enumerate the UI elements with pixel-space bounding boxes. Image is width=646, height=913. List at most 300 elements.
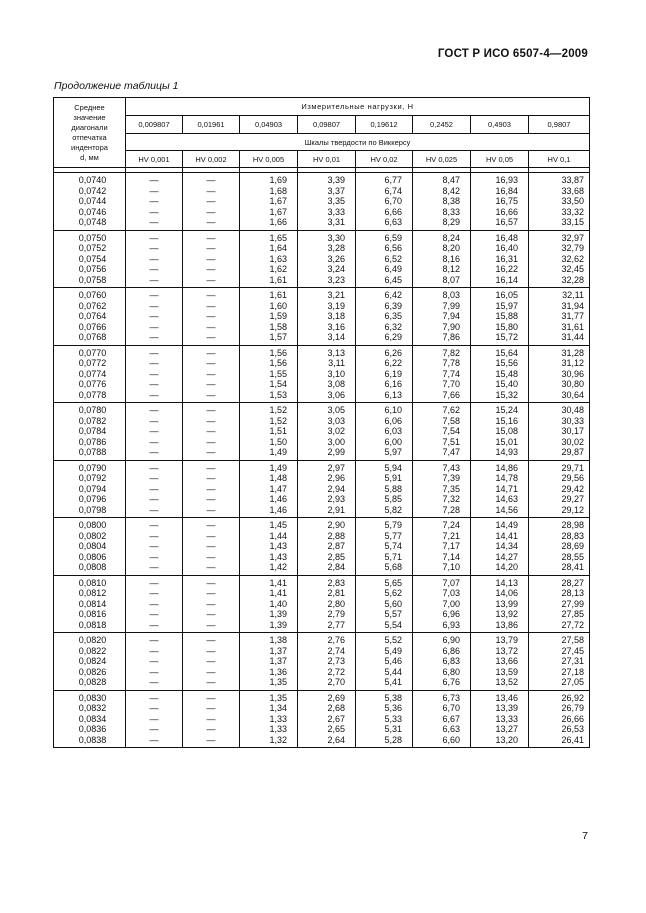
cell-value: 6,00 [384,436,402,447]
cell-value: 2,84 [327,562,345,572]
cell-value: 5,44 [384,666,402,677]
cell-value: 5,77 [384,530,402,541]
cell-value: 2,80 [327,598,345,609]
hardness-cell [356,575,413,633]
cell-value: — [149,405,159,415]
cell-value: — [206,206,216,217]
cell-value: 5,91 [384,473,402,483]
cell-value: — [149,332,159,342]
loads-title: Измерительные нагрузки, Н [126,98,590,116]
scales-title: Шкалы твердости по Виккерсу [126,134,590,151]
cell-value: — [206,405,216,415]
cell-value: 2,94 [327,483,345,494]
cell-value: 26,41 [561,734,584,745]
cell-value: — [206,232,216,243]
cell-value: — [206,577,216,588]
cell-value: 2,93 [327,494,345,504]
cell-value: — [149,619,159,630]
cell-value: — [149,196,159,206]
cell-value: 0,0768 [78,332,107,342]
cell-value: 0,0772 [78,358,107,368]
cell-value: 7,86 [442,332,460,342]
hardness-cell [298,345,356,403]
cell-value: 15,32 [495,389,518,400]
cell-value: 0,0770 [78,347,107,358]
cell-value: — [206,483,216,494]
hardness-cell [298,575,356,633]
cell-value: 2,97 [327,462,345,473]
cell-value: 14,13 [495,577,518,588]
cell-value: 5,60 [384,598,402,609]
cell-value: 15,16 [495,415,518,426]
cell-value: 0,0790 [78,462,107,473]
diagonal-cell [54,690,126,748]
cell-value: 1,66 [269,217,287,227]
cell-value: 31,61 [561,321,584,332]
cell-value: 1,65 [269,232,287,243]
cell-value: 2,68 [327,703,345,713]
cell-value: 6,45 [384,274,402,285]
cell-value: 6,93 [442,619,460,630]
cell-value: — [149,311,159,321]
cell-value: 15,97 [495,300,518,311]
cell-value: — [149,389,159,400]
cell-value: 16,48 [495,232,518,243]
cell-value: — [206,551,216,562]
hardness-cell [126,633,183,691]
hardness-cell [298,518,356,576]
cell-value: 5,41 [384,677,402,687]
cell-value: 32,45 [561,264,584,274]
cell-value: 15,01 [495,436,518,447]
hardness-cell [183,288,240,346]
hardness-cell [356,288,413,346]
cell-value: 28,27 [561,577,584,588]
cell-value: 5,49 [384,645,402,656]
cell-value: — [149,447,159,457]
cell-value: 1,53 [269,389,287,400]
cell-value: 30,33 [561,415,584,426]
cell-value: — [206,724,216,734]
cell-value: 13,66 [495,656,518,666]
hardness-cell [471,690,529,748]
hardness-cell [471,575,529,633]
hardness-cell [471,633,529,691]
cell-value: 28,98 [561,520,584,530]
hardness-cell [298,288,356,346]
cell-value: 3,13 [327,347,345,358]
cell-value: 30,48 [561,405,584,415]
cell-value: 15,40 [495,379,518,389]
cell-value: 1,68 [269,185,287,196]
cell-value: — [149,175,159,185]
hardness-cell [240,345,298,403]
cell-value: 0,0826 [78,666,107,677]
cell-value: 14,56 [495,504,518,515]
cell-value: — [206,300,216,311]
diagonal-cell [54,173,126,231]
cell-value: — [206,436,216,447]
cell-value: 0,0742 [78,185,107,196]
cell-value: 16,40 [495,243,518,253]
cell-value: 0,0808 [78,562,107,572]
cell-value: 15,24 [495,405,518,415]
hardness-cell [240,288,298,346]
cell-value: — [206,598,216,609]
cell-value: 6,86 [442,645,460,656]
cell-value: 1,52 [269,405,287,415]
cell-value: 3,39 [327,175,345,185]
cell-value: 1,46 [269,494,287,504]
cell-value: 1,67 [269,196,287,206]
load-header-cell: 0,01961 [183,116,240,134]
load-header-cell: 0,04903 [240,116,298,134]
cell-value: 0,0816 [78,609,107,619]
cell-value: 30,17 [561,426,584,436]
cell-value: 6,59 [384,232,402,243]
cell-value: — [206,243,216,253]
cell-value: 26,66 [561,713,584,724]
cell-value: 0,0788 [78,447,107,457]
cell-value: — [206,635,216,645]
cell-value: — [149,415,159,426]
cell-value: — [149,609,159,619]
cell-value: 29,12 [561,504,584,515]
cell-value: — [206,692,216,703]
cell-value: 1,46 [269,504,287,515]
cell-value: 2,90 [327,520,345,530]
diagonal-cell [54,230,126,288]
cell-value: — [149,358,159,368]
cell-value: — [149,206,159,217]
cell-value: 7,94 [442,311,460,321]
cell-value: 3,14 [327,332,345,342]
cell-value: 1,50 [269,436,287,447]
cell-value: 5,38 [384,692,402,703]
cell-value: 6,29 [384,332,402,342]
cell-value: — [149,551,159,562]
cell-value: 8,29 [442,217,460,227]
hardness-cell [471,518,529,576]
cell-value: 14,20 [495,562,518,572]
load-header-cell: 0,19612 [356,116,413,134]
cell-value: — [149,577,159,588]
cell-value: 1,40 [269,598,287,609]
cell-value: 7,14 [442,551,460,562]
cell-value: 2,74 [327,645,345,656]
cell-value: 13,86 [495,619,518,630]
cell-value: 3,18 [327,311,345,321]
cell-value: 33,50 [561,196,584,206]
cell-value: 0,0828 [78,677,107,687]
cell-value: 0,0800 [78,520,107,530]
cell-value: 1,55 [269,368,287,379]
cell-value: 31,28 [561,347,584,358]
cell-value: 0,0822 [78,645,107,656]
hardness-cell [413,690,471,748]
hardness-cell [529,690,590,748]
cell-value: 3,35 [327,196,345,206]
load-header-cell: 0,2452 [413,116,471,134]
cell-value: 1,57 [269,332,287,342]
cell-value: 2,73 [327,656,345,666]
cell-value: 13,72 [495,645,518,656]
cell-value: 6,52 [384,253,402,264]
hardness-cell [471,288,529,346]
cell-value: — [206,185,216,196]
hardness-cell [529,345,590,403]
cell-value: 7,51 [442,436,460,447]
cell-value: — [149,713,159,724]
table-row-group [54,403,590,461]
cell-value: 1,63 [269,253,287,264]
cell-value: 30,80 [561,379,584,389]
cell-value: 8,38 [442,196,460,206]
cell-value: 5,82 [384,504,402,515]
cell-value: 3,28 [327,243,345,253]
cell-value: 28,41 [561,562,584,572]
cell-value: — [149,598,159,609]
cell-value: 1,58 [269,321,287,332]
hardness-cell [471,230,529,288]
load-header-cell: 0,009807 [126,116,183,134]
cell-value: — [206,494,216,504]
cell-value: 13,33 [495,713,518,724]
cell-value: 1,59 [269,311,287,321]
cell-value: 0,0830 [78,692,107,703]
cell-value: 2,99 [327,447,345,457]
cell-value: 16,05 [495,290,518,300]
cell-value: 5,88 [384,483,402,494]
cell-value: 32,11 [562,290,584,300]
cell-value: — [206,462,216,473]
cell-value: 5,36 [384,703,402,713]
cell-value: 32,28 [561,274,584,285]
cell-value: 6,22 [384,358,402,368]
cell-value: — [206,175,216,185]
cell-value: 2,83 [327,577,345,588]
cell-value: 3,08 [327,379,345,389]
cell-value: 1,49 [269,462,287,473]
hardness-cell [298,460,356,518]
hardness-cell [298,230,356,288]
cell-value: 14,63 [495,494,518,504]
hardness-cell [240,230,298,288]
cell-value: 0,0766 [78,321,107,332]
cell-value: 0,0784 [78,426,107,436]
cell-value: — [149,243,159,253]
cell-value: — [206,530,216,541]
cell-value: 5,52 [384,635,402,645]
cell-value: 1,43 [269,541,287,551]
hardness-cell [126,345,183,403]
hardness-cell [183,460,240,518]
cell-value: 31,77 [561,311,584,321]
cell-value: — [149,734,159,745]
cell-value: 1,41 [269,577,287,588]
hardness-cell [183,403,240,461]
cell-value: — [206,656,216,666]
cell-value: 3,37 [327,185,345,196]
cell-value: 5,65 [384,577,402,588]
cell-value: 6,76 [442,677,460,687]
cell-value: 0,0752 [78,243,107,253]
cell-value: 0,0750 [78,232,107,243]
hardness-cell [183,173,240,231]
cell-value: 1,61 [269,274,287,285]
cell-value: 6,74 [384,185,402,196]
hardness-cell [356,460,413,518]
cell-value: 0,0746 [78,206,107,217]
cell-value: 0,0776 [78,379,107,389]
hardness-cell [126,518,183,576]
diagonal-cell [54,575,126,633]
cell-value: 26,92 [561,692,584,703]
cell-value: 27,99 [561,598,584,609]
cell-value: — [149,692,159,703]
cell-value: 0,0810 [78,577,107,588]
cell-value: 0,0754 [78,253,107,264]
cell-value: — [206,253,216,264]
cell-value: — [149,300,159,311]
cell-value: 2,69 [327,692,345,703]
cell-value: 1,62 [269,264,287,274]
cell-value: 30,96 [561,368,584,379]
cell-value: — [149,462,159,473]
cell-value: 8,03 [442,290,460,300]
cell-value: — [206,473,216,483]
cell-value: 7,70 [442,379,460,389]
cell-value: 6,26 [384,347,402,358]
hardness-cell [126,575,183,633]
cell-value: 13,52 [495,677,518,687]
cell-value: 13,39 [495,703,518,713]
cell-value: 3,21 [327,290,345,300]
cell-value: 1,51 [269,426,287,436]
cell-value: 1,48 [269,473,287,483]
cell-value: 8,12 [442,264,460,274]
cell-value: 0,0804 [78,541,107,551]
hardness-cell [356,518,413,576]
cell-value: 7,07 [442,577,460,588]
table-caption: Продолжение таблицы 1 [54,80,179,92]
cell-value: 0,0820 [78,635,107,645]
cell-value: 7,58 [442,415,460,426]
cell-value: 16,14 [495,274,518,285]
cell-value: 5,62 [384,588,402,598]
cell-value: 32,62 [561,253,584,264]
cell-value: — [206,666,216,677]
cell-value: 1,60 [269,300,287,311]
cell-value: 15,64 [495,347,518,358]
cell-value: — [206,447,216,457]
cell-value: — [206,321,216,332]
cell-value: — [149,264,159,274]
cell-value: 0,0806 [78,551,107,562]
cell-value: 7,99 [442,300,460,311]
diagonal-cell [54,288,126,346]
cell-value: 7,62 [442,405,460,415]
cell-value: 1,54 [269,379,287,389]
scale-header-cell: HV 0,005 [240,151,298,168]
cell-value: 0,0836 [78,724,107,734]
hardness-cell [529,288,590,346]
load-header-cell: 0,09807 [298,116,356,134]
cell-value: 0,0782 [78,415,107,426]
cell-value: 5,46 [384,656,402,666]
cell-value: 28,55 [561,551,584,562]
cell-value: 3,24 [327,264,345,274]
cell-value: 27,85 [561,609,584,619]
cell-value: 5,33 [384,713,402,724]
cell-value: 1,38 [269,635,287,645]
cell-value: 27,05 [561,677,584,687]
hardness-cell [413,345,471,403]
cell-value: 0,0780 [78,405,107,415]
cell-value: — [149,520,159,530]
hardness-cell [240,575,298,633]
cell-value: 13,27 [495,724,518,734]
diag-header-line: отпечатка [72,132,107,142]
cell-value: — [149,677,159,687]
cell-value: 3,00 [327,436,345,447]
cell-value: 6,13 [384,389,402,400]
cell-value: 8,07 [442,274,460,285]
cell-value: 13,46 [495,692,518,703]
cell-value: 0,0824 [78,656,107,666]
cell-value: 14,86 [495,462,518,473]
hardness-cell [356,690,413,748]
cell-value: 1,49 [269,447,287,457]
hardness-cell [183,575,240,633]
cell-value: 3,30 [327,232,345,243]
cell-value: — [206,415,216,426]
cell-value: 1,42 [269,562,287,572]
cell-value: — [206,290,216,300]
cell-value: 0,0838 [78,734,107,745]
cell-value: 5,85 [384,494,402,504]
cell-value: — [149,347,159,358]
cell-value: 5,97 [384,447,402,457]
cell-value: — [206,703,216,713]
cell-value: 26,79 [561,703,584,713]
cell-value: 0,0756 [78,264,107,274]
cell-value: — [206,609,216,619]
cell-value: 3,05 [327,405,345,415]
cell-value: — [206,541,216,551]
cell-value: 14,93 [495,447,518,457]
cell-value: 1,45 [269,520,287,530]
cell-value: 0,0832 [78,703,107,713]
table-row-group [54,518,590,576]
cell-value: — [206,520,216,530]
hardness-cell [413,633,471,691]
cell-value: 13,92 [495,609,518,619]
cell-value: 2,96 [327,473,345,483]
cell-value: 2,77 [327,619,345,630]
scale-header-cell: HV 0,01 [298,151,356,168]
cell-value: 27,72 [561,619,584,630]
cell-value: — [149,368,159,379]
cell-value: 3,23 [327,274,345,285]
cell-value: — [149,232,159,243]
hardness-cell [356,230,413,288]
cell-value: 3,06 [327,389,345,400]
cell-value: 6,39 [384,300,402,311]
cell-value: 5,74 [384,541,402,551]
cell-value: 7,10 [442,562,460,572]
cell-value: — [149,494,159,504]
